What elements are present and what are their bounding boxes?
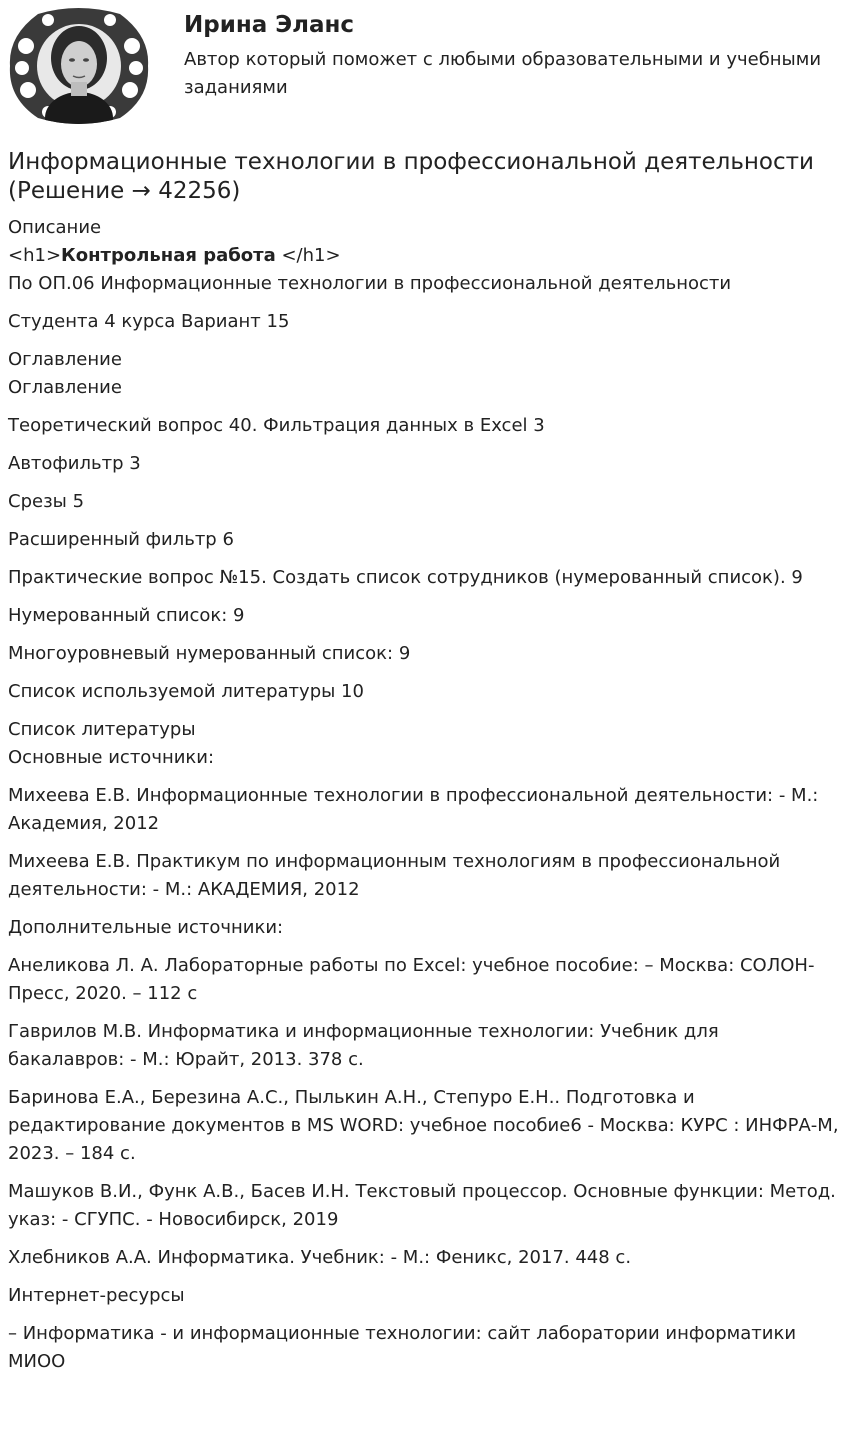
- literature-item: Баринова Е.А., Березина А.С., Пылькин А.Н., Степуро Е.Н.. Подготовка и редактирование документов в MS WORD: учебное пособие6 - Москва: КУРС : ИНФРА-М, 2023. – 184 с.: [8, 1087, 839, 1164]
- author-avatar[interactable]: [8, 6, 150, 126]
- toc-item: Практические вопрос №15. Создать список сотрудников (нумерованный список). 9: [8, 567, 803, 588]
- page-title: Информационные технологии в профессиональной деятельности (Решение → 42256): [8, 149, 814, 204]
- toc-heading: Оглавление: [8, 349, 122, 370]
- literature-item: Гаврилов М.В. Информатика и информационные технологии: Учебник для бакалавров: - М.: Юрайт, 2013. 378 с.: [8, 1021, 719, 1070]
- literature-item: Михеева Е.В. Информационные технологии в профессиональной деятельности: - М.: Академия, 2012: [8, 785, 819, 834]
- toc-heading-secondary: Оглавление: [8, 377, 122, 398]
- literature-item: Хлебников А.А. Информатика. Учебник: - М.: Феникс, 2017. 448 с.: [8, 1247, 632, 1268]
- toc-item: Теоретический вопрос 40. Фильтрация данных в Excel 3: [8, 415, 545, 436]
- toc-item: Срезы 5: [8, 491, 85, 512]
- code-open-tag: <h1>: [8, 245, 62, 266]
- code-bold-text: Контрольная работа: [61, 245, 276, 266]
- toc-item: Список используемой литературы 10: [8, 681, 364, 702]
- author-info: [184, 10, 824, 102]
- literature-item: Михеева Е.В. Практикум по информационным технологиям в профессиональной деятельности: - М.: АКАДЕМИЯ, 2012: [8, 851, 781, 900]
- description-label: Описание: [8, 217, 102, 238]
- literature-heading: Список литературы: [8, 719, 196, 740]
- toc-item: Автофильтр 3: [8, 453, 141, 474]
- author-name[interactable]: Ирина Эланс: [184, 12, 355, 38]
- main-sources-label: Основные источники:: [8, 747, 215, 768]
- toc-item: Расширенный фильтр 6: [8, 529, 234, 550]
- paragraph-course: По ОП.06 Информационные технологии в профессиональной деятельности: [8, 273, 732, 294]
- toc-item: Нумерованный список: 9: [8, 605, 245, 626]
- literature-item: Анеликова Л. А. Лабораторные работы по Excel: учебное пособие: – Москва: СОЛОН-Пресс, 2020. – 112 с: [8, 955, 815, 1004]
- internet-resource-item: – Информатика - и информационные технологии: сайт лаборатории информатики МИОО: [8, 1323, 797, 1372]
- code-close-tag: </h1>: [275, 245, 341, 266]
- additional-sources-label: Дополнительные источники:: [8, 917, 284, 938]
- author-block: [8, 6, 839, 128]
- toc-item: Многоуровневый нумерованный список: 9: [8, 643, 411, 664]
- paragraph-student: Студента 4 курса Вариант 15: [8, 311, 290, 332]
- code-heading-line: [8, 242, 839, 270]
- internet-resources-label: Интернет-ресурсы: [8, 1285, 185, 1306]
- literature-item: Машуков В.И., Функ А.В., Басев И.Н. Текстовый процессор. Основные функции: Метод. указ: - СГУПС. - Новосибирск, 2019: [8, 1181, 836, 1230]
- author-description: Автор который поможет с любыми образовательными и учебными заданиями: [184, 49, 822, 98]
